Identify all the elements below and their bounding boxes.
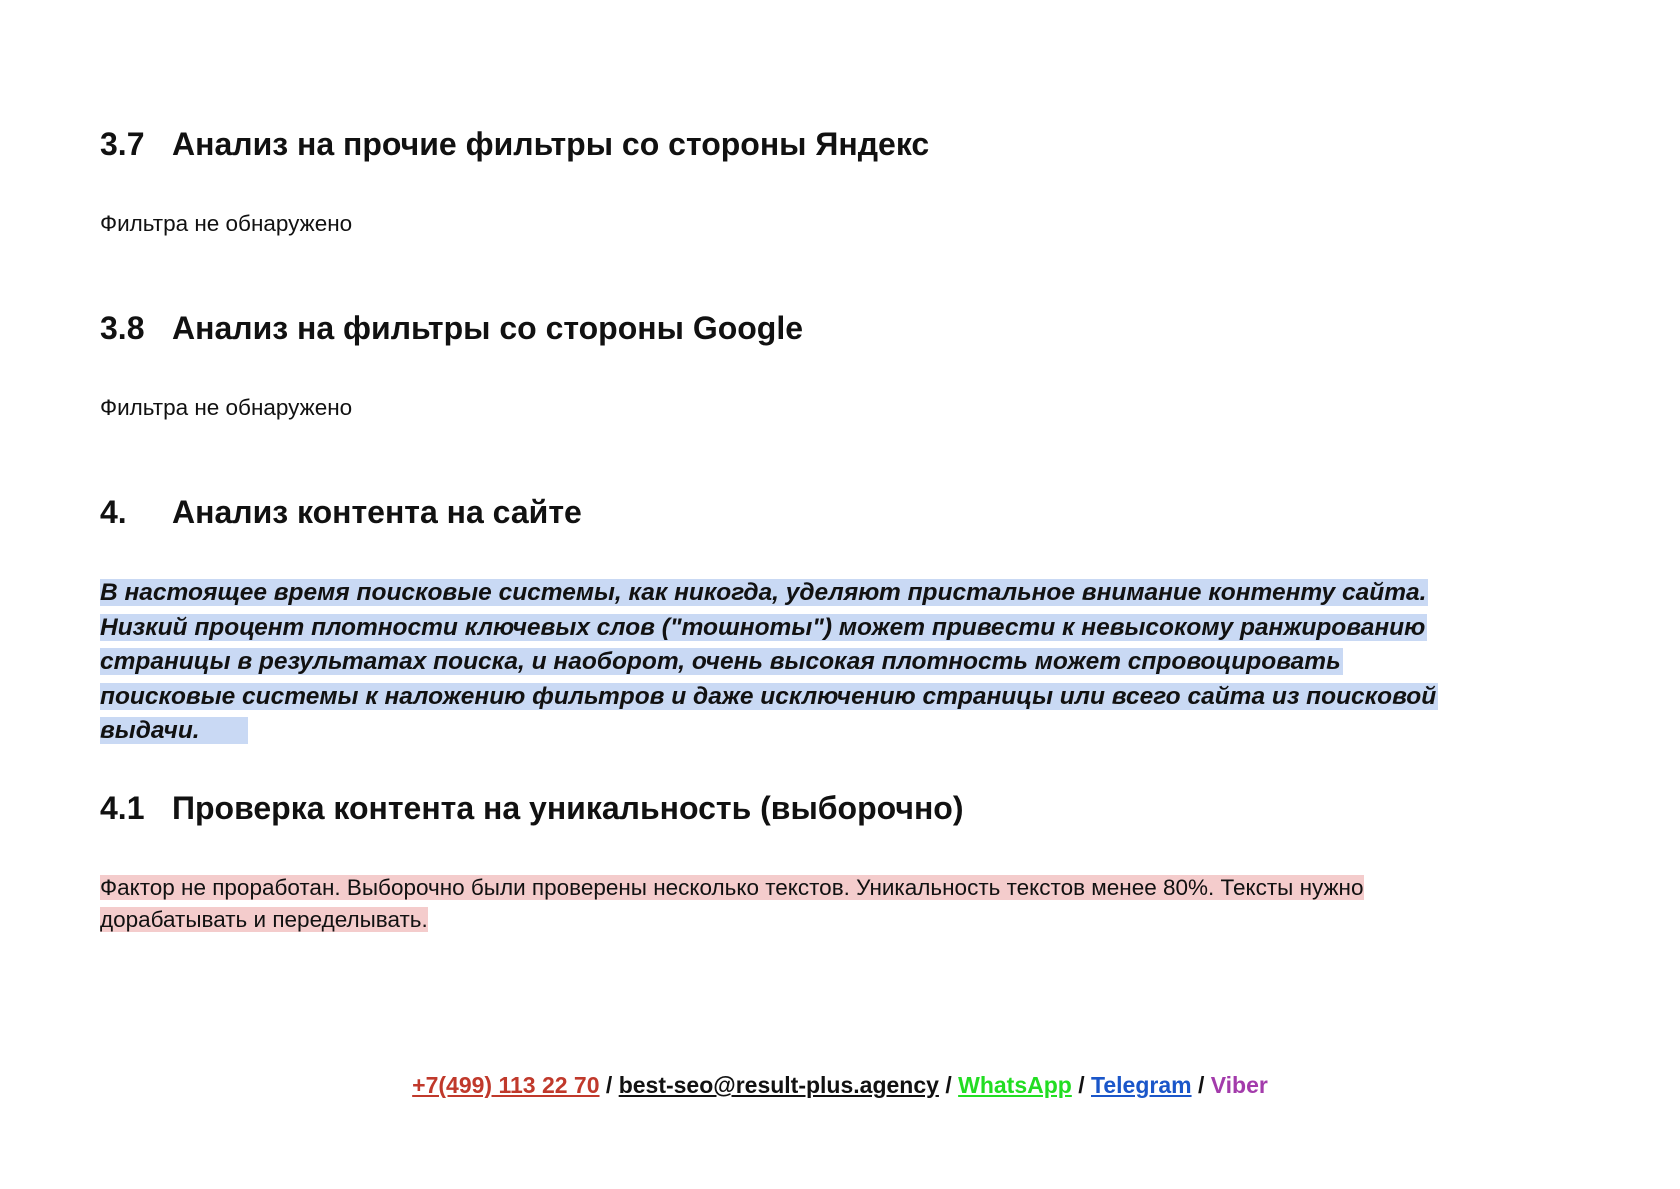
separator: / [938,1072,959,1098]
intro-line: страницы в результатах поиска, и наоборот, очень высокая плотность может спровоцировать [100,648,1341,675]
paragraph-3-7: Фильтра не обнаружено [100,211,353,236]
intro-line: выдачи. [100,714,1580,749]
viber-link[interactable]: Viber [1210,1072,1268,1098]
factor-line: Фактор не проработан. Выборочно были проверены несколько текстов. Уникальность текстов менее 80%. Тексты нужно [100,875,1364,900]
intro-paragraph [100,576,1580,749]
heading-number: 3.8 [100,310,145,346]
heading-title: Анализ контента на сайте [172,494,582,530]
separator: / [1191,1072,1211,1098]
separator: / [1071,1072,1091,1098]
factor-line: дорабатывать и переделывать. [100,907,428,932]
whatsapp-link[interactable]: WhatsApp [958,1072,1072,1098]
heading-title: Анализ на прочие фильтры со стороны Яндекс [172,126,930,162]
telegram-link[interactable]: Telegram [1091,1072,1192,1098]
heading-number: 4. [100,494,127,530]
heading-title: Проверка контента на уникальность (выборочно) [172,790,964,826]
paragraph-3-8: Фильтра не обнаружено [100,395,353,420]
heading-number: 3.7 [100,126,145,162]
intro-line: В настоящее время поисковые системы, как никогда, уделяют пристальное внимание контенту сайта. [100,579,1427,606]
email-link[interactable]: best-seo@result-plus.agency [618,1072,939,1098]
intro-line: Низкий процент плотности ключевых слов ("тошноты") может привести к невысокому ранжированию [100,613,1426,641]
heading-title: Анализ на фильтры со стороны Google [172,310,804,346]
intro-line: поисковые системы к наложению фильтров и даже исключению страницы или всего сайта из поисковой [100,682,1437,710]
footer-contacts [0,1069,1680,1101]
heading-4 [100,492,582,532]
factor-paragraph [100,872,1364,936]
heading-3-8 [100,308,803,348]
heading-3-7 [100,124,929,164]
heading-4-1 [100,788,964,828]
heading-number: 4.1 [100,790,145,826]
separator: / [599,1072,619,1098]
phone-link[interactable]: +7(499) 113 22 70 [412,1072,600,1098]
